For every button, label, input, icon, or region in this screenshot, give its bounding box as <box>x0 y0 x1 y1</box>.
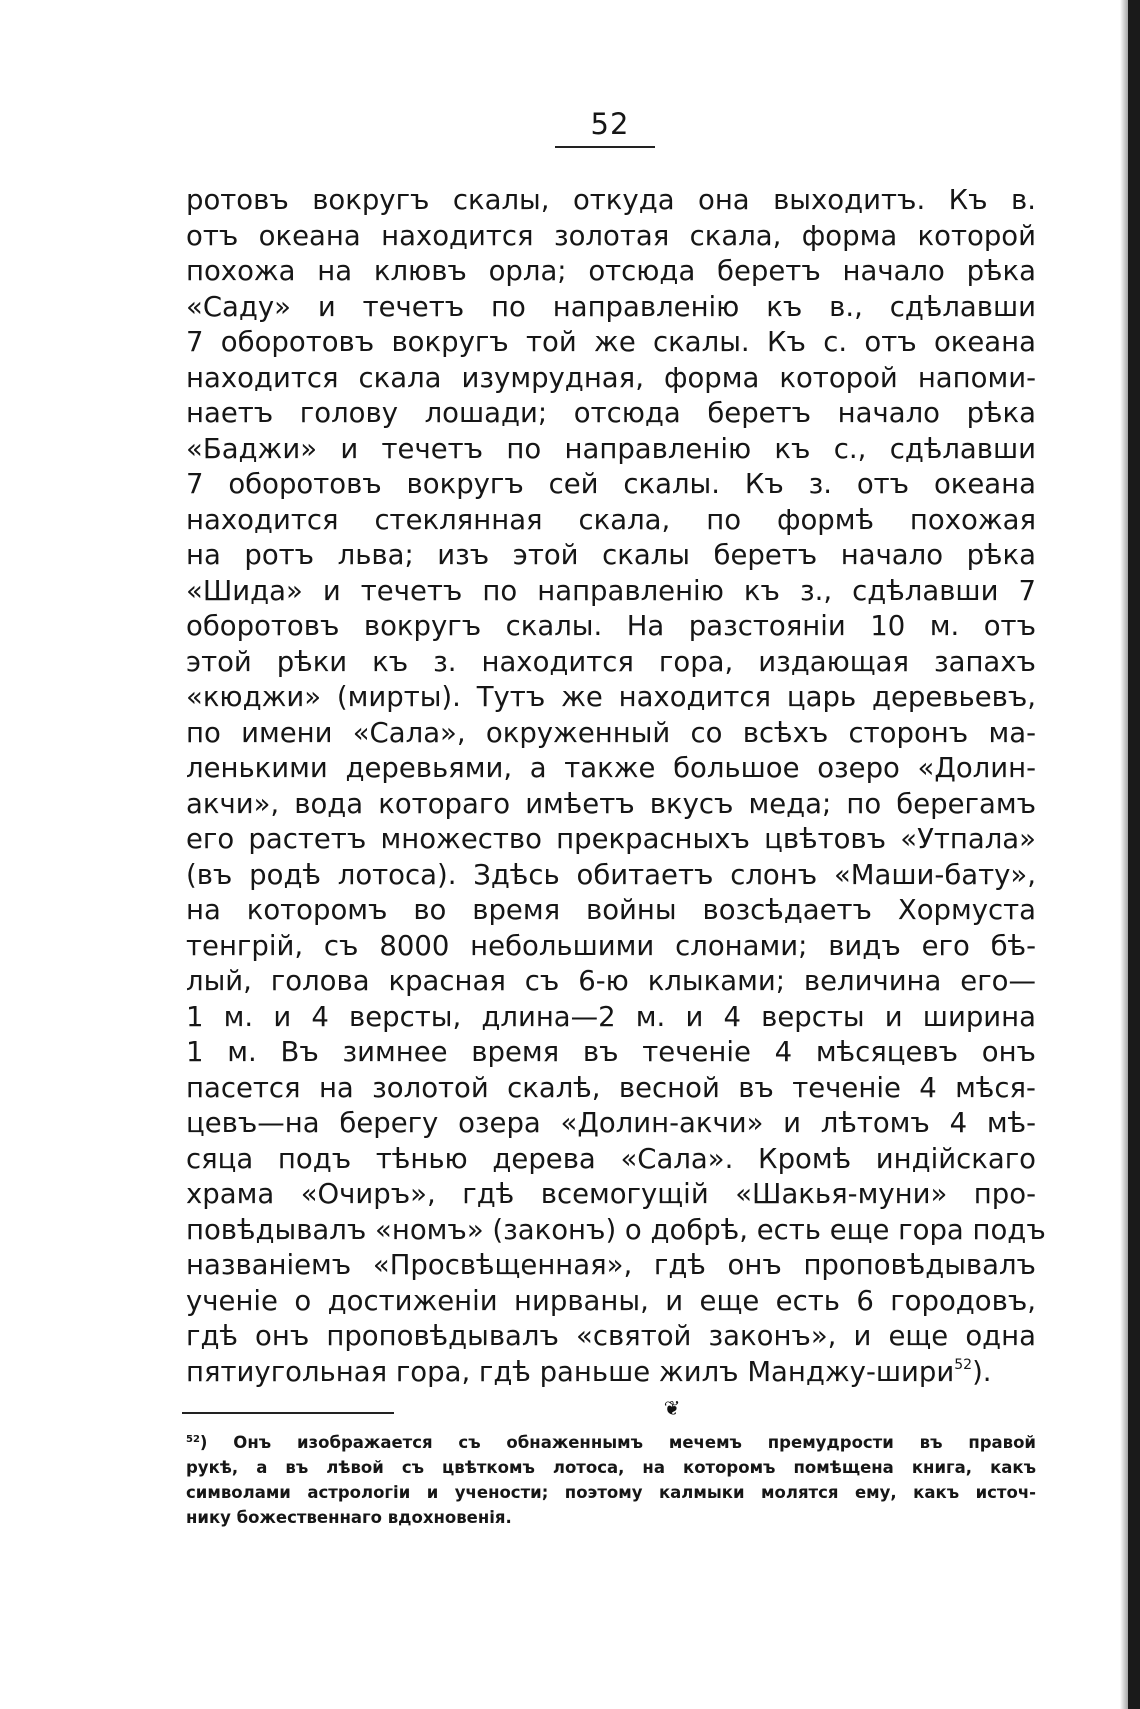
body-line: названіемъ «Просвѣщенная», гдѣ онъ проповѣдывалъ <box>186 1249 1036 1281</box>
body-text <box>186 183 1046 1390</box>
footnote-line: символами астрологіи и учености; поэтому калмыки молятся ему, какъ источ- <box>186 1483 1036 1502</box>
footnote-rule <box>182 1412 394 1414</box>
body-line: тенгрій, съ 8000 небольшими слонами; видъ его бѣ- <box>186 929 1036 962</box>
body-line-last <box>186 1355 1036 1391</box>
footnote-line: рукѣ, а въ лѣвой съ цвѣткомъ лотоса, на которомъ помѣщена книга, какъ <box>186 1458 1036 1477</box>
body-line: «Шида» и течетъ по направленію къ з., сдѣлавши 7 <box>186 574 1036 607</box>
body-line: акчи», вода котораго имѣетъ вкусъ меда; по берегамъ <box>186 787 1036 820</box>
body-last-line-text: пятиугольная гора, гдѣ раньше жилъ Манджу-шири <box>186 1355 955 1388</box>
footnote-reference[interactable]: 52 <box>954 1356 973 1373</box>
body-line: пасется на золотой скалѣ, весной въ теченіе 4 мѣся- <box>186 1071 1036 1104</box>
body-line: «кюджи» (мирты). Тутъ же находится царь деревьевъ, <box>186 681 1036 713</box>
body-line: его растетъ множество прекрасныхъ цвѣтовъ «Утпала» <box>186 823 1036 855</box>
body-line: цевъ—на берегу озера «Долин-акчи» и лѣтомъ 4 мѣ- <box>186 1107 1036 1139</box>
body-last-line-end: ). <box>972 1355 992 1388</box>
footnote-line <box>186 1430 1036 1455</box>
body-line: (въ родѣ лотоса). Здѣсь обитаетъ слонъ «Маши-бату», <box>186 858 1036 891</box>
body-line: находится скала изумрудная, форма которой напоми- <box>186 361 1036 394</box>
body-line: 7 оборотовъ вокругъ той же скалы. Къ с. отъ океана <box>186 326 1036 358</box>
body-line: храма «Очиръ», гдѣ всемогущій «Шакья-муни» про- <box>186 1178 1036 1210</box>
body-line: оборотовъ вокругъ скалы. На разстояніи 10 м. отъ <box>186 610 1036 642</box>
body-line: на ротъ льва; изъ этой скалы беретъ начало рѣка <box>186 539 1036 571</box>
body-line: похожа на клювъ орла; отсюда беретъ начало рѣка <box>186 255 1036 287</box>
body-line: ленькими деревьями, а также большое озеро «Долин- <box>186 752 1036 784</box>
body-line: ротовъ вокругъ скалы, откуда она выходитъ. Къ в. <box>186 184 1036 216</box>
footnote <box>186 1430 1036 1530</box>
body-line: гдѣ онъ проповѣдывалъ «святой законъ», и еще одна <box>186 1320 1036 1352</box>
page-number: 52 <box>590 107 630 141</box>
body-line: по имени «Сала», окруженный со всѣхъ сторонъ ма- <box>186 716 1036 749</box>
footnote-marker: 52 <box>186 1434 200 1445</box>
page-number-rule <box>555 146 655 148</box>
page-edge <box>1128 0 1140 1709</box>
body-line: ученіе о достиженіи нирваны, и еще есть 6 городовъ, <box>186 1284 1036 1317</box>
body-line: находится стеклянная скала, по формѣ похожая <box>186 503 1036 536</box>
body-line: 7 оборотовъ вокругъ сей скалы. Къ з. отъ океана <box>186 468 1036 500</box>
body-line: 1 м. и 4 версты, длина—2 м. и 4 версты и ширина <box>186 1000 1036 1033</box>
footnote-line-text: ) Онъ изображается съ обнаженнымъ мечемъ премудрости въ правой <box>199 1433 1036 1452</box>
fleuron-icon: ❦ <box>663 1396 681 1420</box>
body-line: 1 м. Въ зимнее время въ теченіе 4 мѣсяцевъ онъ <box>186 1036 1036 1068</box>
page-edge-shadow <box>1120 0 1128 1709</box>
body-line: на которомъ во время войны возсѣдаетъ Хормуста <box>186 894 1036 926</box>
body-line: повѣдывалъ «номъ» (законъ) о добрѣ, есть еще гора подъ <box>186 1213 1046 1246</box>
footnote-line-last: нику божественнаго вдохновенія. <box>186 1508 512 1527</box>
body-line: «Баджи» и течетъ по направленію къ с., сдѣлавши <box>186 432 1036 465</box>
body-line: «Саду» и течетъ по направленію къ в., сдѣлавши <box>186 290 1036 323</box>
body-line: лый, голова красная съ 6-ю клыками; величина его— <box>186 965 1036 997</box>
body-line: наетъ голову лошади; отсюда беретъ начало рѣка <box>186 397 1036 429</box>
body-line: этой рѣки къ з. находится гора, издающая запахъ <box>186 645 1036 678</box>
body-line: сяца подъ тѣнью дерева «Сала». Кромѣ индійскаго <box>186 1142 1036 1175</box>
body-line: отъ океана находится золотая скала, форма которой <box>186 219 1036 252</box>
